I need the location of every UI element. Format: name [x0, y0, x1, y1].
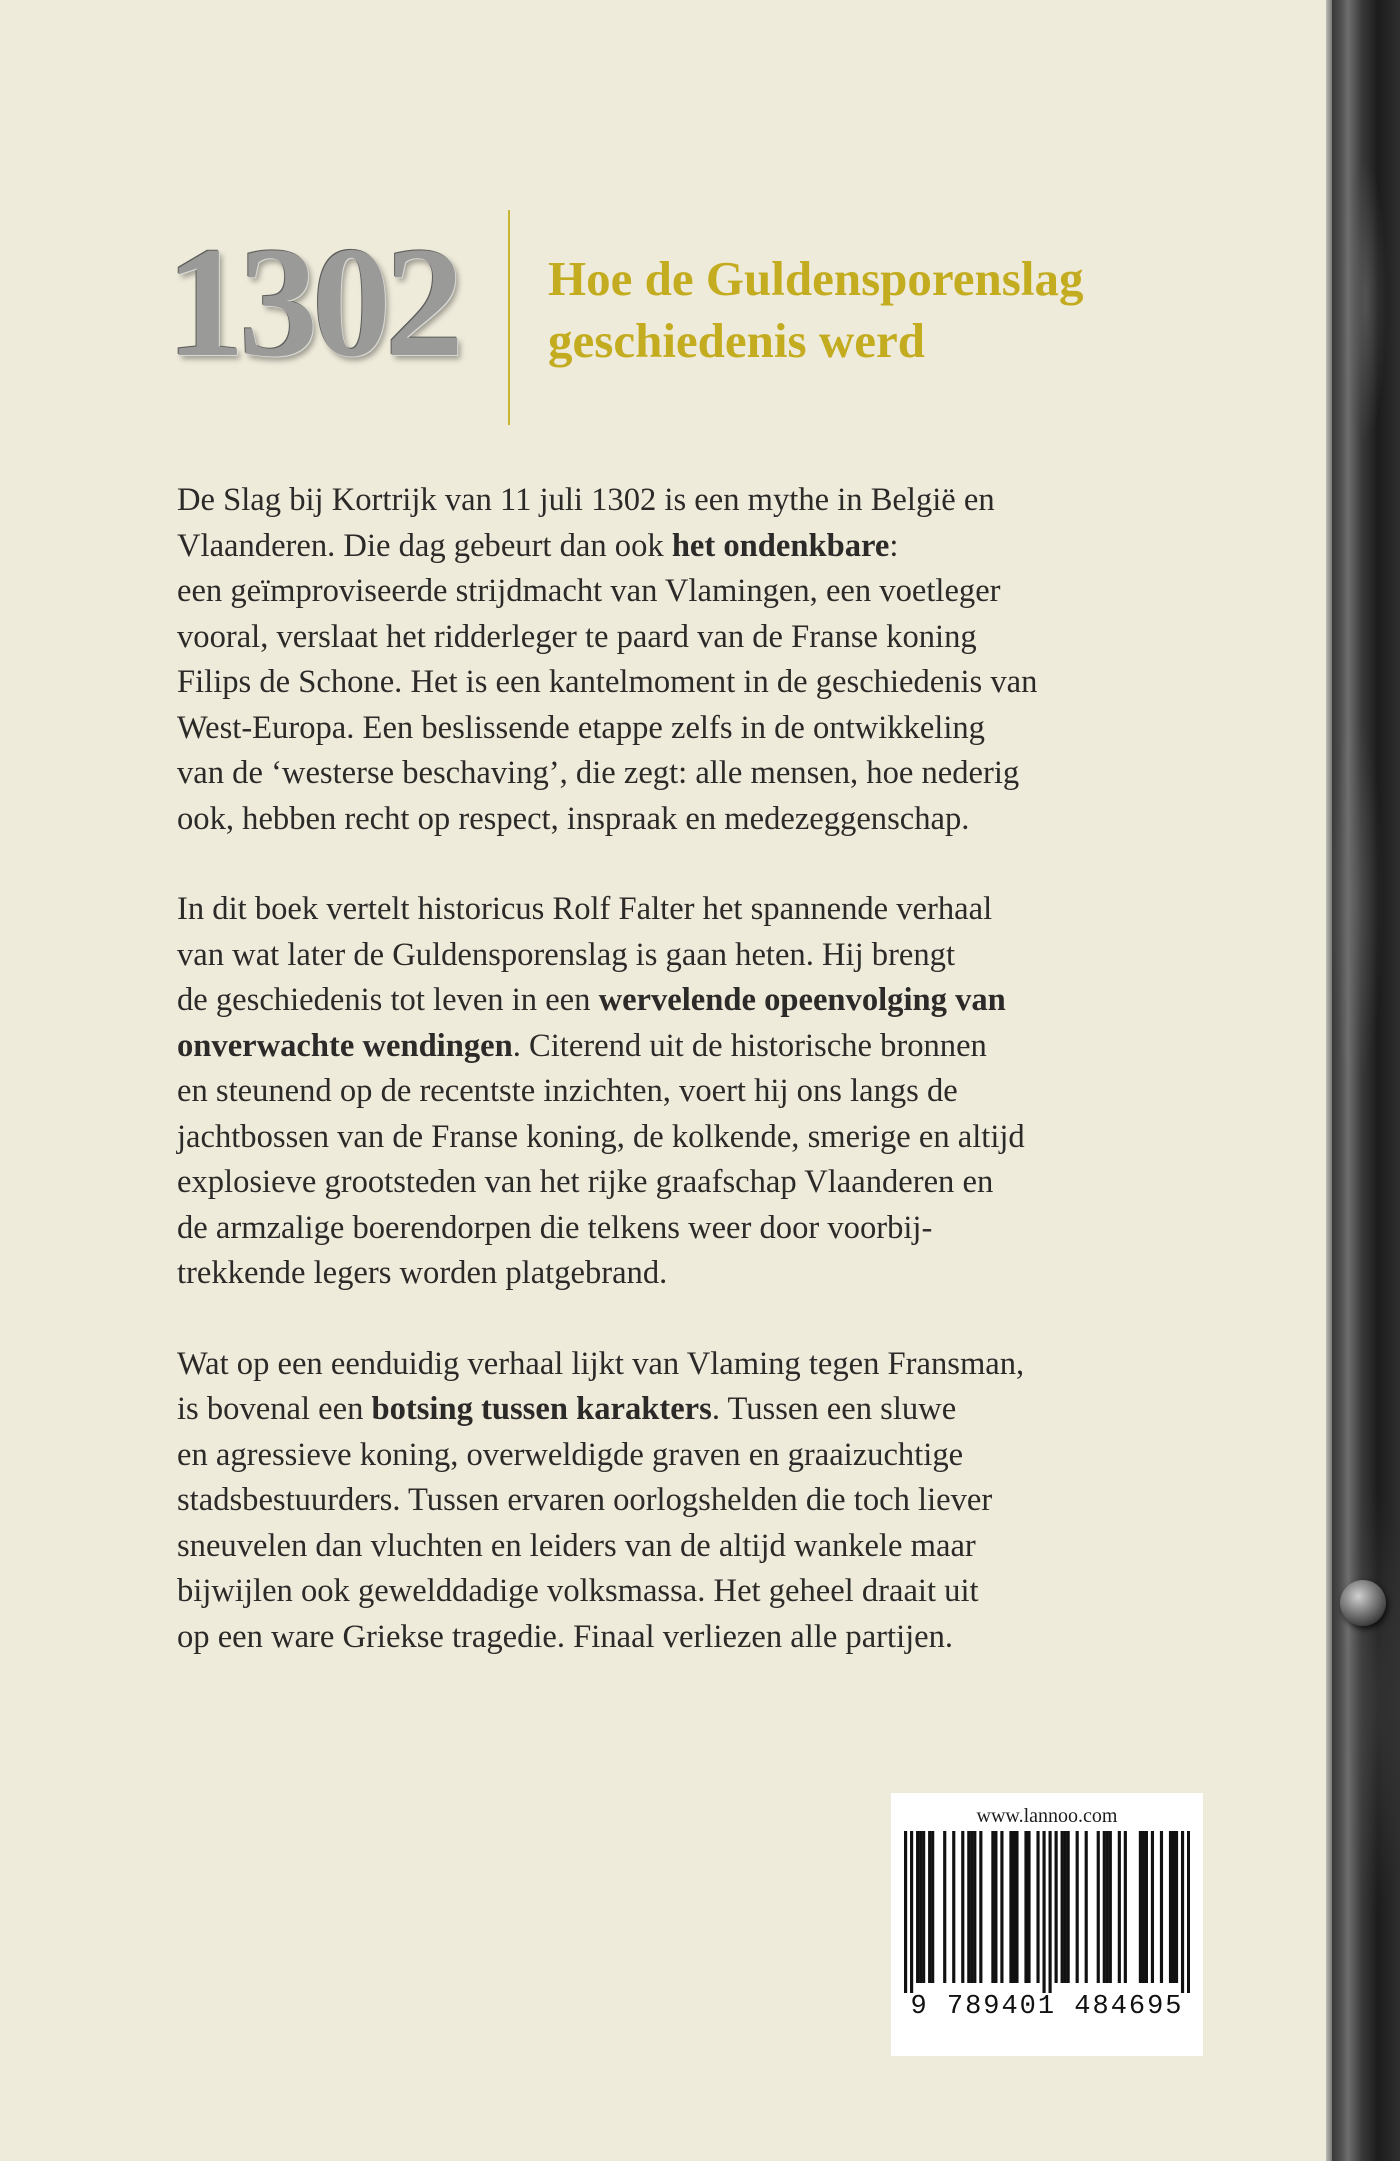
text-segment: de armzalige boerendorpen die telkens weer door voorbij-: [177, 1209, 933, 1246]
blurb-line: [177, 1024, 1237, 1070]
emphasis-text: het ondenkbare: [671, 527, 890, 564]
text-segment: de geschiedenis tot leven in een: [177, 982, 599, 1018]
blurb-line: [177, 1387, 1237, 1433]
emphasis-text: onverwachte wendingen: [177, 1027, 513, 1064]
barcode-bar: [970, 1831, 973, 1983]
barcode-bar: [952, 1831, 955, 1983]
barcode-bar: [1169, 1831, 1172, 1983]
blurb-line: [177, 1342, 1237, 1388]
emphasis-text: wervelende opeenvolging van: [598, 982, 1006, 1018]
barcode-bar: [910, 1831, 913, 1993]
blurb-line: [177, 1206, 1237, 1252]
barcode-bar: [1067, 1831, 1070, 1983]
text-segment: ook, hebben recht op respect, inspraak en medezeggenschap.: [177, 800, 970, 837]
text-segment: trekkende legers worden platgebrand.: [177, 1255, 668, 1291]
blurb-line: [177, 615, 1237, 661]
barcode-bar: [919, 1831, 922, 1983]
blurb-line: [177, 978, 1237, 1024]
text-segment: en steunend op de recentste inzichten, voert hij ons langs de: [177, 1073, 958, 1109]
barcode-bar: [1145, 1831, 1148, 1983]
text-segment: een geïmproviseerde strijdmacht van Vlamingen, een voetleger: [177, 573, 1001, 609]
rivet-icon: [1340, 1580, 1386, 1626]
text-segment: Wat op een eenduidig verhaal lijkt van Vlaming tegen Fransman,: [177, 1345, 1025, 1382]
barcode-bar: [967, 1831, 970, 1983]
subtitle: [548, 248, 1228, 372]
barcode-bar: [1175, 1831, 1178, 1983]
text-segment: jachtbossen van de Franse koning, de kolkende, smerige en altijd: [177, 1118, 1025, 1155]
text-segment: . Tussen een sluwe: [711, 1391, 957, 1427]
blurb-text: [177, 478, 1237, 1705]
subtitle-line-1: Hoe de Guldensporenslag: [548, 251, 1084, 306]
spine-edge: [1326, 0, 1332, 2161]
barcode-bar: [1181, 1831, 1184, 1993]
blurb-line: [177, 1615, 1237, 1661]
title-number: 1302: [166, 215, 458, 390]
text-segment: bijwijlen ook gewelddadige volksmassa. Het geheel draait uit: [177, 1573, 979, 1609]
barcode-bar: [1064, 1831, 1067, 1983]
barcode-bar: [1015, 1831, 1018, 1983]
barcode-bar: [1118, 1831, 1121, 1983]
barcode-bar: [1097, 1831, 1100, 1983]
blurb-line: [177, 706, 1237, 752]
barcode-bar: [1085, 1831, 1088, 1983]
subtitle-line-2: geschiedenis werd: [548, 313, 925, 368]
barcode-bar: [1103, 1831, 1106, 1983]
barcode-bar: [1187, 1831, 1190, 1993]
barcode-bar: [1027, 1831, 1030, 1983]
barcode-panel: [891, 1793, 1203, 2056]
barcode-bar: [1036, 1831, 1039, 1983]
blurb-line: [177, 751, 1237, 797]
barcode-bar: [1012, 1831, 1015, 1983]
blurb-line: [177, 1115, 1237, 1161]
text-segment: De Slag bij Kortrijk van 11 juli 1302 is een mythe in België en: [177, 482, 995, 518]
text-segment: stadsbestuurders. Tussen ervaren oorlogshelden die toch liever: [177, 1482, 993, 1518]
blurb-line: [177, 1433, 1237, 1479]
blurb-line: [177, 1069, 1237, 1115]
blurb-line: [177, 1478, 1237, 1524]
blurb-line: [177, 797, 1237, 843]
barcode-bar: [916, 1831, 919, 1983]
barcode-bar: [1109, 1831, 1112, 1983]
barcode-bar: [904, 1831, 907, 1993]
barcode-bar: [961, 1831, 964, 1983]
barcode-bar: [1061, 1831, 1064, 1983]
barcode-bar: [1160, 1831, 1163, 1983]
text-segment: op een ware Griekse tragedie. Finaal verliezen alle partijen.: [177, 1618, 954, 1655]
barcode-bar: [922, 1831, 925, 1983]
blurb-line: [177, 660, 1237, 706]
blurb-line: [177, 1160, 1237, 1206]
isbn-number: 9 789401 484695: [910, 1992, 1184, 2022]
barcode-bar: [1055, 1831, 1058, 1983]
barcode-bar: [1106, 1831, 1109, 1983]
barcode-bar: [1049, 1831, 1052, 1993]
emphasis-text: botsing tussen karakters: [371, 1391, 712, 1427]
text-segment: In dit boek vertelt historicus Rolf Falter het spannende verhaal: [177, 891, 993, 927]
text-segment: Vlaanderen. Die dag gebeurt dan ook: [177, 527, 672, 564]
barcode-bar: [1009, 1831, 1012, 1983]
barcode-bar: [1139, 1831, 1142, 1983]
barcode-bar: [1000, 1831, 1003, 1983]
barcode-bar: [973, 1831, 976, 1983]
blurb-line: [177, 1251, 1237, 1297]
title-divider: [508, 210, 510, 425]
blurb-paragraph: [177, 478, 1237, 842]
text-segment: van wat later de Guldensporenslag is gaan heten. Hij brengt: [177, 936, 956, 973]
barcode-bar: [1042, 1831, 1045, 1993]
blurb-paragraph: [177, 1342, 1237, 1661]
blurb-line: [177, 524, 1237, 570]
blurb-line: [177, 933, 1237, 979]
barcode-bar: [1024, 1831, 1027, 1983]
barcode-bar: [979, 1831, 982, 1983]
barcode-bar: [994, 1831, 997, 1983]
barcode-bar: [1076, 1831, 1079, 1983]
barcode-bar: [1172, 1831, 1175, 1983]
metal-spine-strip: [1326, 0, 1400, 2161]
text-segment: :: [889, 527, 899, 564]
barcode-bar: [1142, 1831, 1145, 1983]
blurb-line: [177, 1524, 1237, 1570]
barcode-bar: [943, 1831, 946, 1983]
barcode-bar: [931, 1831, 934, 1983]
blurb-line: [177, 1569, 1237, 1615]
publisher-url: www.lannoo.com: [976, 1805, 1118, 1827]
text-segment: sneuvelen dan vluchten en leiders van de altijd wankele maar: [177, 1527, 976, 1564]
text-segment: explosieve grootsteden van het rijke graafschap Vlaanderen en: [177, 1164, 994, 1200]
barcode-bar: [1124, 1831, 1127, 1983]
blurb-paragraph: [177, 887, 1237, 1297]
barcode-bar: [991, 1831, 994, 1983]
text-segment: . Citerend uit de historische bronnen: [512, 1027, 987, 1064]
blurb-line: [177, 887, 1237, 933]
text-segment: en agressieve koning, overweldigde graven en graaizuchtige: [177, 1436, 964, 1473]
barcode-icon: [904, 1831, 1190, 1993]
text-segment: West-Europa. Een beslissende etappe zelfs in de ontwikkeling: [177, 709, 985, 746]
blurb-line: [177, 569, 1237, 615]
text-segment: is bovenal een: [177, 1391, 372, 1427]
text-segment: van de ‘westerse beschaving’, die zegt: alle mensen, hoe nederig: [177, 755, 1020, 791]
text-segment: Filips de Schone. Het is een kantelmoment in de geschiedenis van: [177, 664, 1038, 700]
barcode-bar: [1151, 1831, 1154, 1983]
barcode-bar: [928, 1831, 931, 1983]
text-segment: vooral, verslaat het ridderleger te paard van de Franse koning: [177, 618, 977, 655]
blurb-line: [177, 478, 1237, 524]
